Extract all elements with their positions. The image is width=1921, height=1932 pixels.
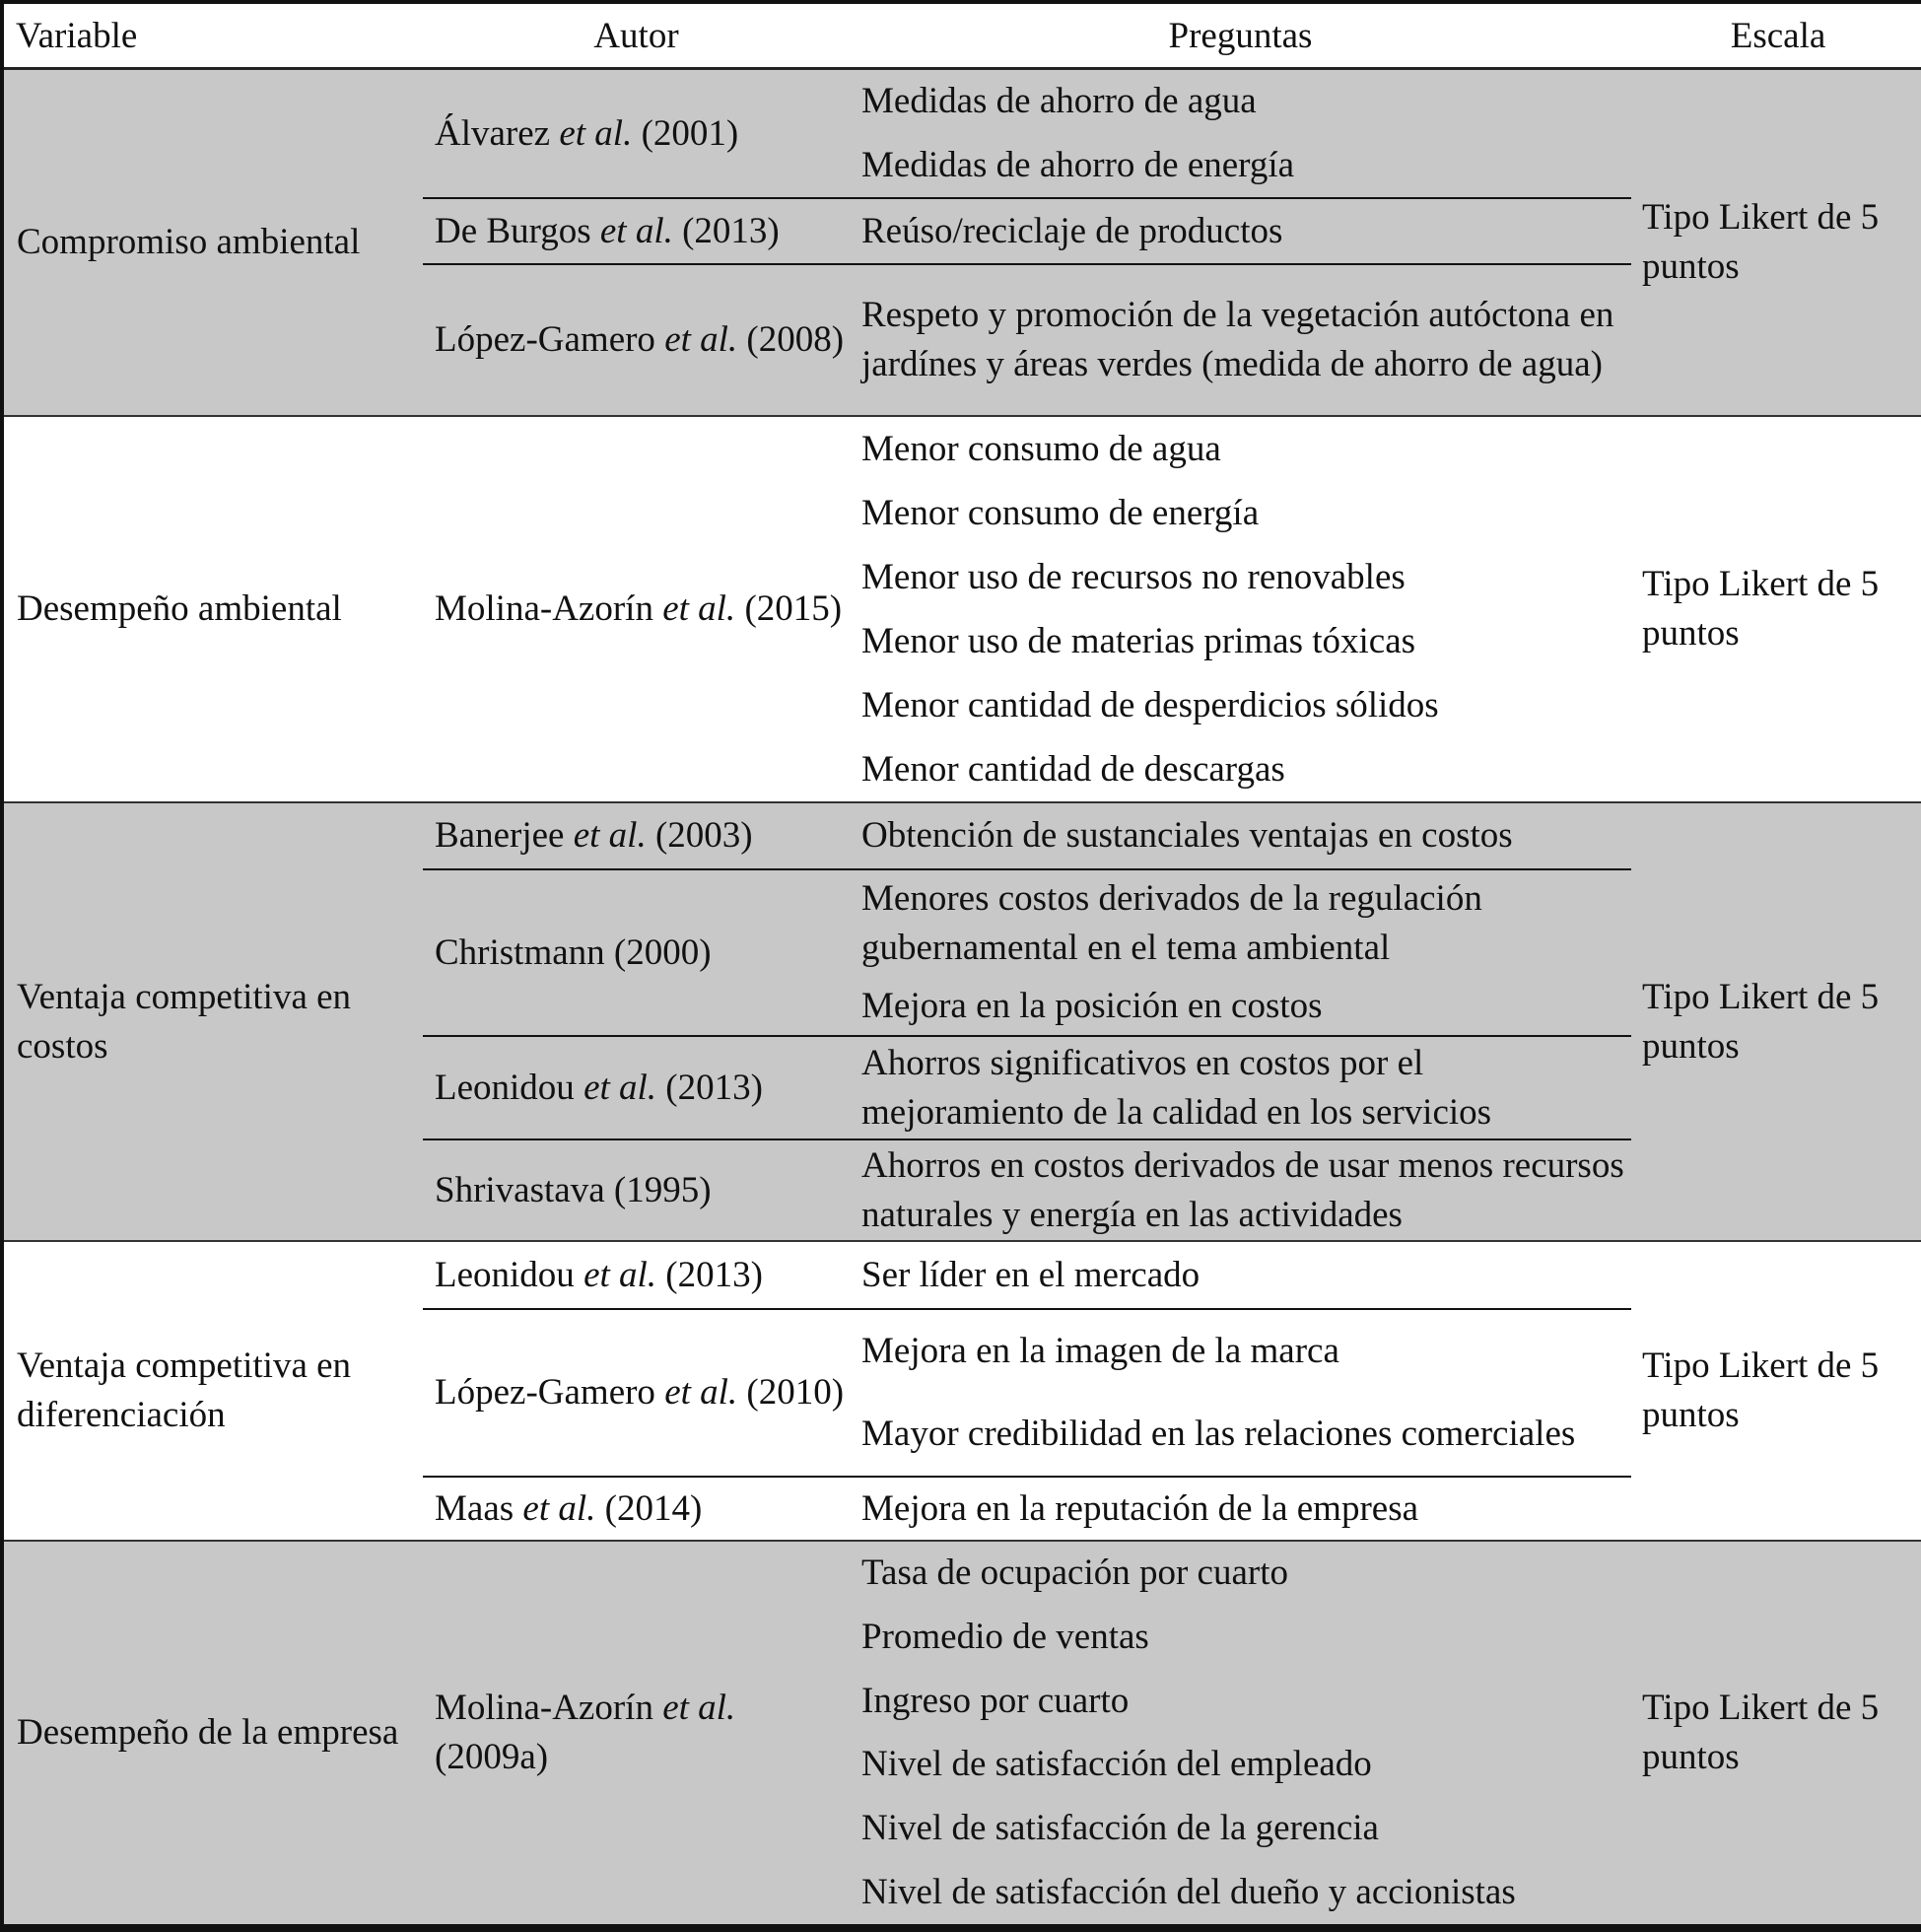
variable-cell: Compromiso ambiental — [4, 69, 423, 417]
question-item: Mejora en la posición en costos — [861, 985, 1323, 1026]
questions-cell — [850, 1241, 1631, 1309]
question-item: Reúso/reciclaje de productos — [861, 210, 1283, 251]
author-etal: et al. — [522, 1487, 596, 1529]
scale-cell: Tipo Likert de 5 puntos — [1631, 1541, 1921, 1926]
variable-cell: Desempeño ambiental — [4, 416, 423, 802]
question-item: Menor uso de materias primas tóxicas — [861, 620, 1416, 661]
question-item: Nivel de satisfacción de la gerencia — [861, 1807, 1379, 1848]
questions-cell — [850, 69, 1631, 199]
questions-cell — [850, 1139, 1631, 1241]
questions-list — [861, 1242, 1631, 1308]
author-cell — [423, 1036, 850, 1139]
author-year: (2015) — [735, 588, 843, 629]
author-etal: et al. — [583, 1254, 657, 1295]
author-year: (2003) — [646, 815, 753, 856]
question-item: Ser líder en el mercado — [861, 1254, 1201, 1295]
author-name: Shrivastava — [435, 1169, 605, 1210]
author-name: López-Gamero — [435, 1372, 665, 1413]
header-preguntas: Preguntas — [850, 4, 1631, 69]
author-name: Leonidou — [435, 1254, 584, 1295]
author-name: Banerjee — [435, 815, 574, 856]
author-name: Álvarez — [435, 112, 560, 154]
author-cell — [423, 264, 850, 416]
question-item: Respeto y promoción de la vegetación autóctona en jardínes y áreas verdes (medida de ahorro de agua) — [861, 295, 1614, 384]
questions-cell — [850, 1477, 1631, 1541]
scale-cell: Tipo Likert de 5 puntos — [1631, 69, 1921, 417]
table-row — [4, 69, 1921, 199]
questions-cell — [850, 802, 1631, 869]
author-year: (2001) — [632, 112, 739, 154]
question-item: Nivel de satisfacción del empleado — [861, 1744, 1372, 1785]
author-year: (2014) — [595, 1487, 703, 1529]
header-escala: Escala — [1631, 4, 1921, 69]
author-year: (2013) — [672, 210, 780, 251]
author-name: Molina-Azorín — [435, 1688, 663, 1728]
questions-cell — [850, 1541, 1631, 1926]
author-name: Leonidou — [435, 1067, 584, 1108]
questions-list — [861, 803, 1631, 868]
questions-list — [861, 1310, 1631, 1476]
author-year: (2000) — [604, 932, 712, 973]
author-etal: et al. — [662, 1688, 736, 1728]
author-year: (2013) — [656, 1254, 763, 1295]
questions-cell — [850, 416, 1631, 802]
author-cell — [423, 1241, 850, 1309]
author-year: (2013) — [656, 1067, 763, 1108]
scale-cell: Tipo Likert de 5 puntos — [1631, 416, 1921, 802]
questions-list — [861, 1140, 1631, 1240]
questions-cell — [850, 198, 1631, 264]
author-cell — [423, 802, 850, 869]
question-item: Medidas de ahorro de agua — [861, 81, 1257, 122]
author-name: De Burgos — [435, 210, 600, 251]
questions-list — [861, 265, 1631, 415]
header-row — [4, 4, 1921, 69]
table-row — [4, 1241, 1921, 1309]
questions-list — [861, 1478, 1631, 1540]
author-cell — [423, 1541, 850, 1926]
questions-cell — [850, 869, 1631, 1036]
author-etal: et al. — [573, 815, 647, 856]
author-etal: et al. — [559, 112, 633, 154]
question-item: Menor uso de recursos no renovables — [861, 556, 1406, 597]
variable-cell: Ventaja competitiva en costos — [4, 802, 423, 1241]
author-year: (2009a) — [435, 1737, 549, 1777]
scale-cell: Tipo Likert de 5 puntos — [1631, 802, 1921, 1241]
author-etal: et al. — [662, 588, 736, 629]
author-cell — [423, 869, 850, 1036]
author-etal: et al. — [664, 1372, 738, 1413]
author-year: (2010) — [737, 1372, 845, 1413]
question-item: Medidas de ahorro de energía — [861, 144, 1295, 185]
author-year: (1995) — [604, 1169, 712, 1210]
header-variable: Variable — [4, 4, 423, 69]
author-etal: et al. — [583, 1067, 657, 1108]
author-name: Molina-Azorín — [435, 588, 663, 629]
question-item: Menor cantidad de desperdicios sólidos — [861, 684, 1439, 725]
question-item: Menor consumo de agua — [861, 428, 1221, 469]
variable-cell: Desempeño de la empresa — [4, 1541, 423, 1926]
table-row — [4, 802, 1921, 869]
variable-cell: Ventaja competitiva en diferenciación — [4, 1241, 423, 1541]
question-item: Menor consumo de energía — [861, 492, 1260, 533]
table-row — [4, 1541, 1921, 1926]
author-cell — [423, 416, 850, 802]
question-item: Menor cantidad de descargas — [861, 748, 1285, 790]
question-item: Promedio de ventas — [861, 1616, 1149, 1657]
author-etal: et al. — [599, 210, 673, 251]
author-cell — [423, 69, 850, 199]
header-autor: Autor — [423, 4, 850, 69]
question-item: Mejora en la reputación de la empresa — [861, 1487, 1419, 1529]
question-item: Nivel de satisfacción del dueño y accionistas — [861, 1871, 1516, 1912]
scale-cell: Tipo Likert de 5 puntos — [1631, 1241, 1921, 1541]
questions-list — [861, 1542, 1631, 1924]
question-item: Ahorros en costos derivados de usar menos recursos naturales y energía en las actividades — [861, 1144, 1624, 1235]
question-item: Obtención de sustanciales ventajas en costos — [861, 815, 1513, 856]
author-cell — [423, 1477, 850, 1541]
question-item: Ahorros significativos en costos por el mejoramiento de la calidad en los servicios — [861, 1042, 1492, 1133]
questions-list — [861, 70, 1631, 197]
table-row — [4, 416, 1921, 802]
question-item: Mayor credibilidad en las relaciones comerciales — [861, 1414, 1576, 1454]
question-item: Menores costos derivados de la regulación gubernamental en el tema ambiental — [861, 878, 1482, 969]
question-item: Mejora en la imagen de la marca — [861, 1331, 1339, 1371]
questions-list — [861, 1037, 1631, 1138]
questions-cell — [850, 1309, 1631, 1477]
author-name: Christmann — [435, 932, 605, 973]
author-cell — [423, 1309, 850, 1477]
author-name: Maas — [435, 1487, 523, 1529]
author-name: López-Gamero — [435, 319, 665, 360]
questions-cell — [850, 264, 1631, 416]
author-cell — [423, 1139, 850, 1241]
question-item: Tasa de ocupación por cuarto — [861, 1552, 1288, 1594]
question-item: Ingreso por cuarto — [861, 1680, 1130, 1721]
questions-list — [861, 417, 1631, 801]
questions-list — [861, 199, 1631, 263]
author-year: (2008) — [737, 319, 845, 360]
author-cell — [423, 198, 850, 264]
author-etal: et al. — [664, 319, 738, 360]
questions-cell — [850, 1036, 1631, 1139]
questions-list — [861, 870, 1631, 1035]
